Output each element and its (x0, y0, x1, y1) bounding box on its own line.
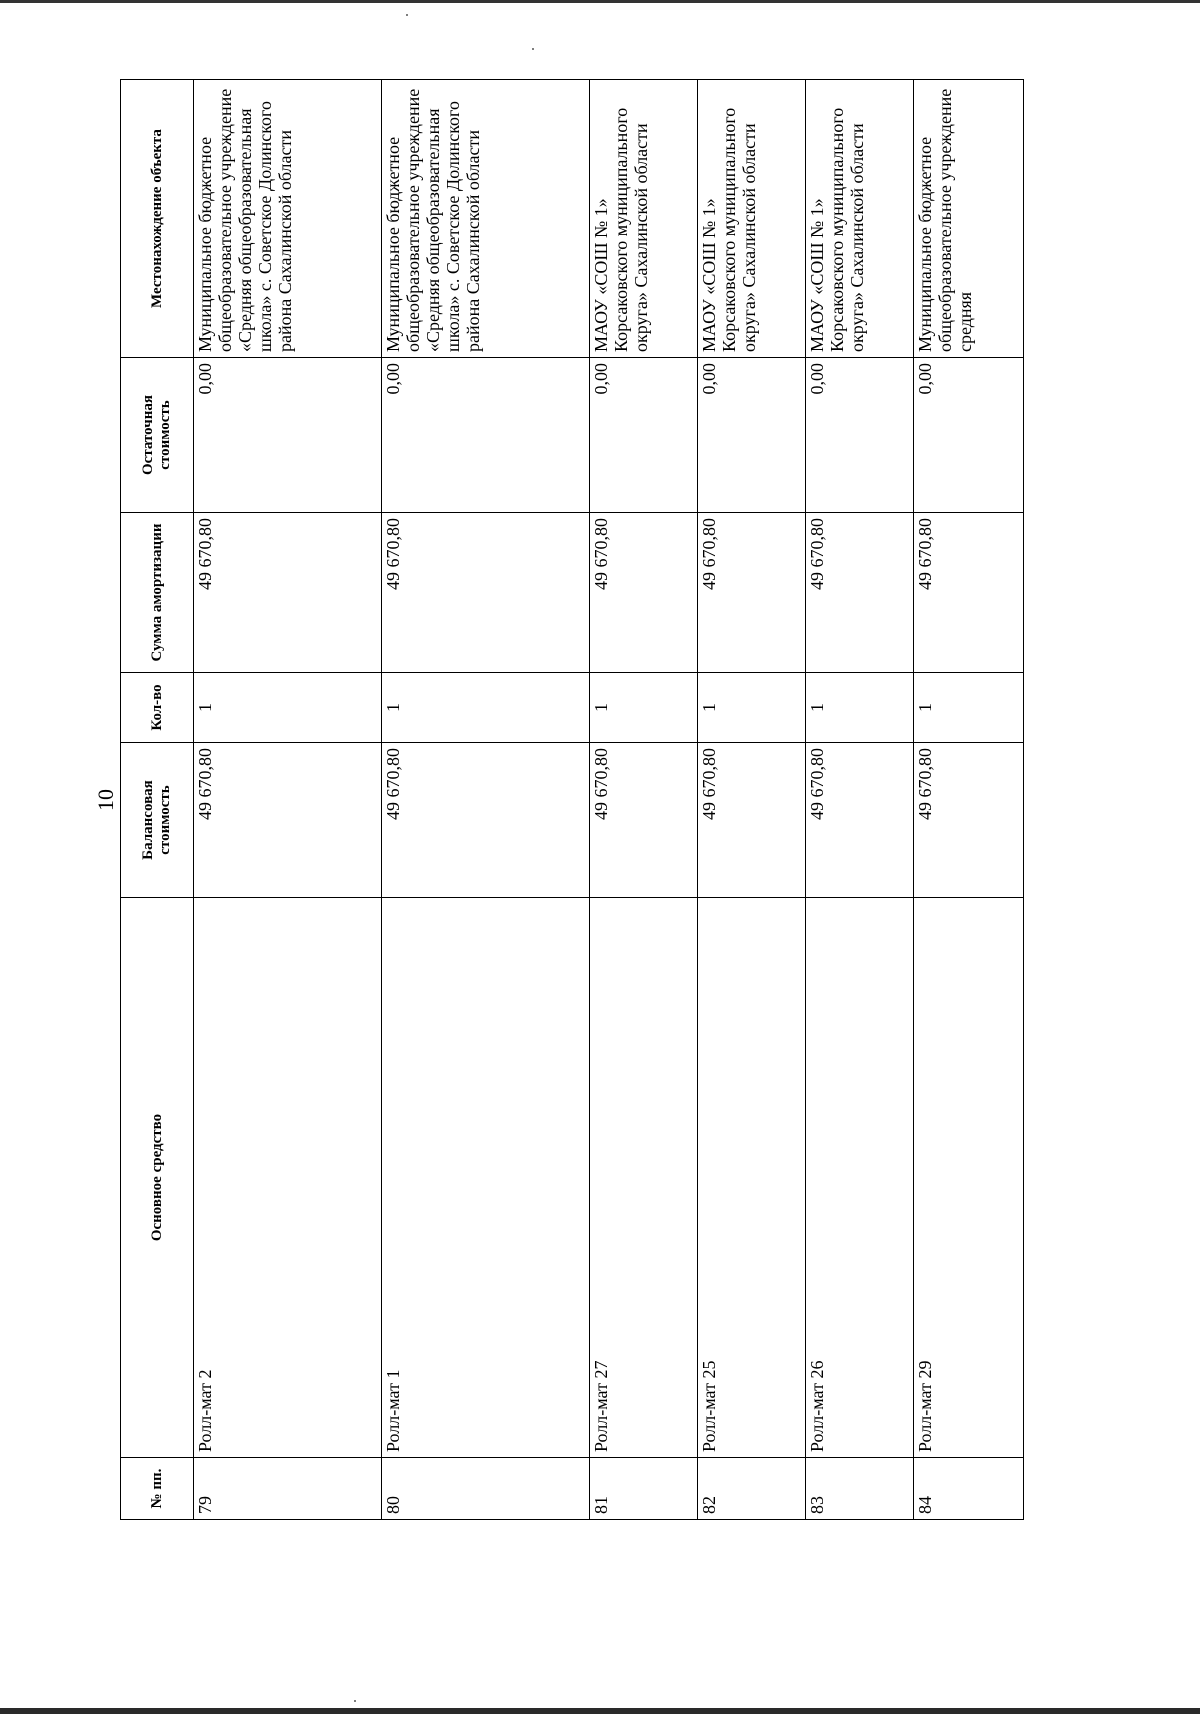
table-row (914, 80, 1024, 1520)
residual-cost: 0,00 (194, 358, 382, 513)
table-row (806, 80, 914, 1520)
balance-cost: 49 670,80 (698, 743, 806, 898)
scan-speck (406, 14, 408, 16)
object-location: Муниципальное бюджетное общеобразовательное учреждение «Средняя общеобразовательная школа» с. Советское Долинского района Сахалинской области (382, 80, 590, 358)
scan-edge-bottom (0, 1708, 1200, 1714)
table-row (590, 80, 698, 1520)
row-number: 79 (194, 1458, 382, 1520)
assets-table (120, 79, 1024, 1520)
table-row (382, 80, 590, 1520)
quantity: 1 (382, 673, 590, 743)
col-header-quantity: Кол-во (121, 673, 194, 743)
quantity: 1 (806, 673, 914, 743)
depreciation-amount: 49 670,80 (194, 513, 382, 673)
balance-cost: 49 670,80 (590, 743, 698, 898)
table-row (194, 80, 382, 1520)
row-number: 83 (806, 1458, 914, 1520)
page-number: 10 (93, 789, 118, 811)
object-location: МАОУ «СОШ № 1» Корсаковского муниципального округа» Сахалинской области (698, 80, 806, 358)
asset-name: Ролл-мат 1 (382, 898, 590, 1458)
asset-name: Ролл-мат 2 (194, 898, 382, 1458)
quantity: 1 (590, 673, 698, 743)
table-row (698, 80, 806, 1520)
object-location: Муниципальное бюджетное общеобразовательное учреждение средняя (914, 80, 1024, 358)
balance-cost: 49 670,80 (806, 743, 914, 898)
row-number: 80 (382, 1458, 590, 1520)
col-header-location: Местонахождение объекта (121, 80, 194, 358)
depreciation-amount: 49 670,80 (382, 513, 590, 673)
col-header-number: № пп. (121, 1458, 194, 1520)
quantity: 1 (698, 673, 806, 743)
balance-cost: 49 670,80 (194, 743, 382, 898)
asset-name: Ролл-мат 27 (590, 898, 698, 1458)
asset-name: Ролл-мат 29 (914, 898, 1024, 1458)
table-header-row (121, 80, 194, 1520)
object-location: МАОУ «СОШ № 1» Корсаковского муниципального округа» Сахалинской области (806, 80, 914, 358)
residual-cost: 0,00 (382, 358, 590, 513)
residual-cost: 0,00 (806, 358, 914, 513)
col-header-residual-cost: Остаточная стоимость (121, 358, 194, 513)
residual-cost: 0,00 (914, 358, 1024, 513)
scan-speck (354, 1700, 356, 1702)
object-location: МАОУ «СОШ № 1» Корсаковского муниципального округа» Сахалинской области (590, 80, 698, 358)
quantity: 1 (194, 673, 382, 743)
residual-cost: 0,00 (590, 358, 698, 513)
depreciation-amount: 49 670,80 (590, 513, 698, 673)
scan-speck (532, 48, 534, 50)
asset-name: Ролл-мат 25 (698, 898, 806, 1458)
col-header-balance-cost: Балансовая стоимость (121, 743, 194, 898)
depreciation-amount: 49 670,80 (914, 513, 1024, 673)
residual-cost: 0,00 (698, 358, 806, 513)
depreciation-amount: 49 670,80 (806, 513, 914, 673)
depreciation-amount: 49 670,80 (698, 513, 806, 673)
col-header-depreciation: Сумма амортизации (121, 513, 194, 673)
row-number: 82 (698, 1458, 806, 1520)
row-number: 81 (590, 1458, 698, 1520)
balance-cost: 49 670,80 (382, 743, 590, 898)
row-number: 84 (914, 1458, 1024, 1520)
object-location: Муниципальное бюджетное общеобразовательное учреждение «Средняя общеобразовательная школа» с. Советское Долинского района Сахалинской области (194, 80, 382, 358)
scan-edge-top (0, 0, 1200, 3)
balance-cost: 49 670,80 (914, 743, 1024, 898)
asset-name: Ролл-мат 26 (806, 898, 914, 1458)
rotated-page (90, 80, 1094, 1520)
quantity: 1 (914, 673, 1024, 743)
col-header-asset: Основное средство (121, 898, 194, 1458)
